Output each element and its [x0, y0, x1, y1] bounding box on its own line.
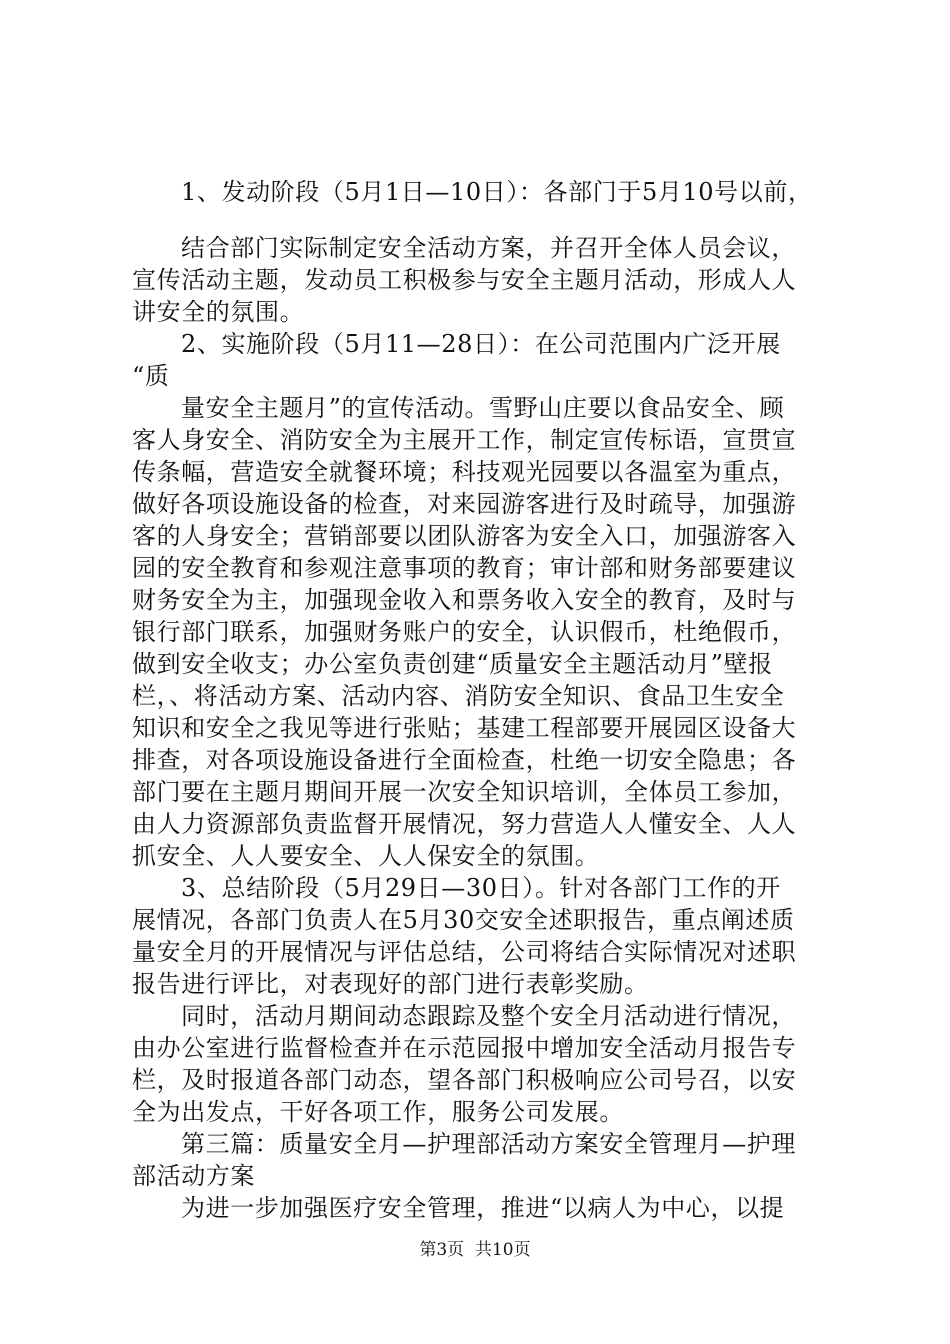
text-line-29: 全为出发点，干好各项工作，服务公司发展。 [132, 1098, 624, 1126]
text-line-14: 银行部门联系，加强财务账户的安全，认识假币，杜绝假币， [132, 618, 797, 646]
text-line-6: “质 [132, 362, 170, 390]
text-line-3: 宣传活动主题，发动员工积极参与安全主题月活动，形成人人 [132, 266, 797, 294]
text-line-4: 讲安全的氛围。 [132, 298, 305, 326]
text-line-26: 同时，活动月期间动态跟踪及整个安全月活动进行情况， [181, 1002, 796, 1030]
text-line-27: 由办公室进行监督检查并在示范园报中增加安全活动月报告专 [132, 1034, 797, 1062]
text-line-5: 2、实施阶段（5月11—28日）：在公司范围内广泛开展 [181, 330, 781, 358]
text-line-12: 园的安全教育和参观注意事项的教育；审计部和财务部要建议 [132, 554, 797, 582]
text-line-11: 客的人身安全；营销部要以团队游客为安全入口，加强游客入 [132, 522, 797, 550]
text-line-13: 财务安全为主，加强现金收入和票务收入安全的教育，及时与 [132, 586, 797, 614]
text-line-32: 为进一步加强医疗安全管理，推进“以病人为中心，以提 [181, 1194, 785, 1222]
text-line-31: 部活动方案 [132, 1162, 255, 1190]
text-line-20: 由人力资源部负责监督开展情况，努力营造人人懂安全、人人 [132, 810, 797, 838]
text-line-30: 第三篇：质量安全月—护理部活动方案安全管理月—护理 [181, 1130, 796, 1158]
text-line-1: 1、发动阶段（5月1日—10日）：各部门于5月10号以前， [181, 178, 813, 206]
text-line-28: 栏，及时报道各部门动态，望各部门积极响应公司号召，以安 [132, 1066, 797, 1094]
text-line-8: 客人身安全、消防安全为主展开工作，制定宣传标语，宣贯宣 [132, 426, 797, 454]
text-line-17: 知识和安全之我见等进行张贴；基建工程部要开展园区设备大 [132, 714, 797, 742]
text-line-16: 栏，、将活动方案、活动内容、消防安全知识、食品卫生安全 [132, 682, 785, 710]
text-line-2: 结合部门实际制定安全活动方案，并召开全体人员会议， [181, 234, 796, 262]
text-line-15: 做到安全收支；办公室负责创建“质量安全主题活动月”壁报 [132, 650, 773, 678]
text-line-19: 部门要在主题月期间开展一次安全知识培训，全体员工参加， [132, 778, 797, 806]
text-line-23: 展情况，各部门负责人在5月30交安全述职报告，重点阐述质 [132, 906, 795, 934]
text-line-18: 排查，对各项设施设备进行全面检查，杜绝一切安全隐患；各 [132, 746, 797, 774]
text-line-9: 传条幅，营造安全就餐环境；科技观光园要以各温室为重点， [132, 458, 797, 486]
text-line-25: 报告进行评比，对表现好的部门进行表彰奖励。 [132, 970, 649, 998]
text-line-7: 量安全主题月”的宣传活动。雪野山庄要以食品安全、顾 [181, 394, 785, 422]
text-line-24: 量安全月的开展情况与评估总结，公司将结合实际情况对述职 [132, 938, 797, 966]
text-line-22: 3、总结阶段（5月29日—30日）。针对各部门工作的开 [181, 874, 781, 902]
text-line-21: 抓安全、人人要安全、人人保安全的氛围。 [132, 842, 600, 870]
text-line-10: 做好各项设施设备的检查，对来园游客进行及时疏导，加强游 [132, 490, 797, 518]
page-footer: 第3页 共10页 [419, 1240, 531, 1260]
